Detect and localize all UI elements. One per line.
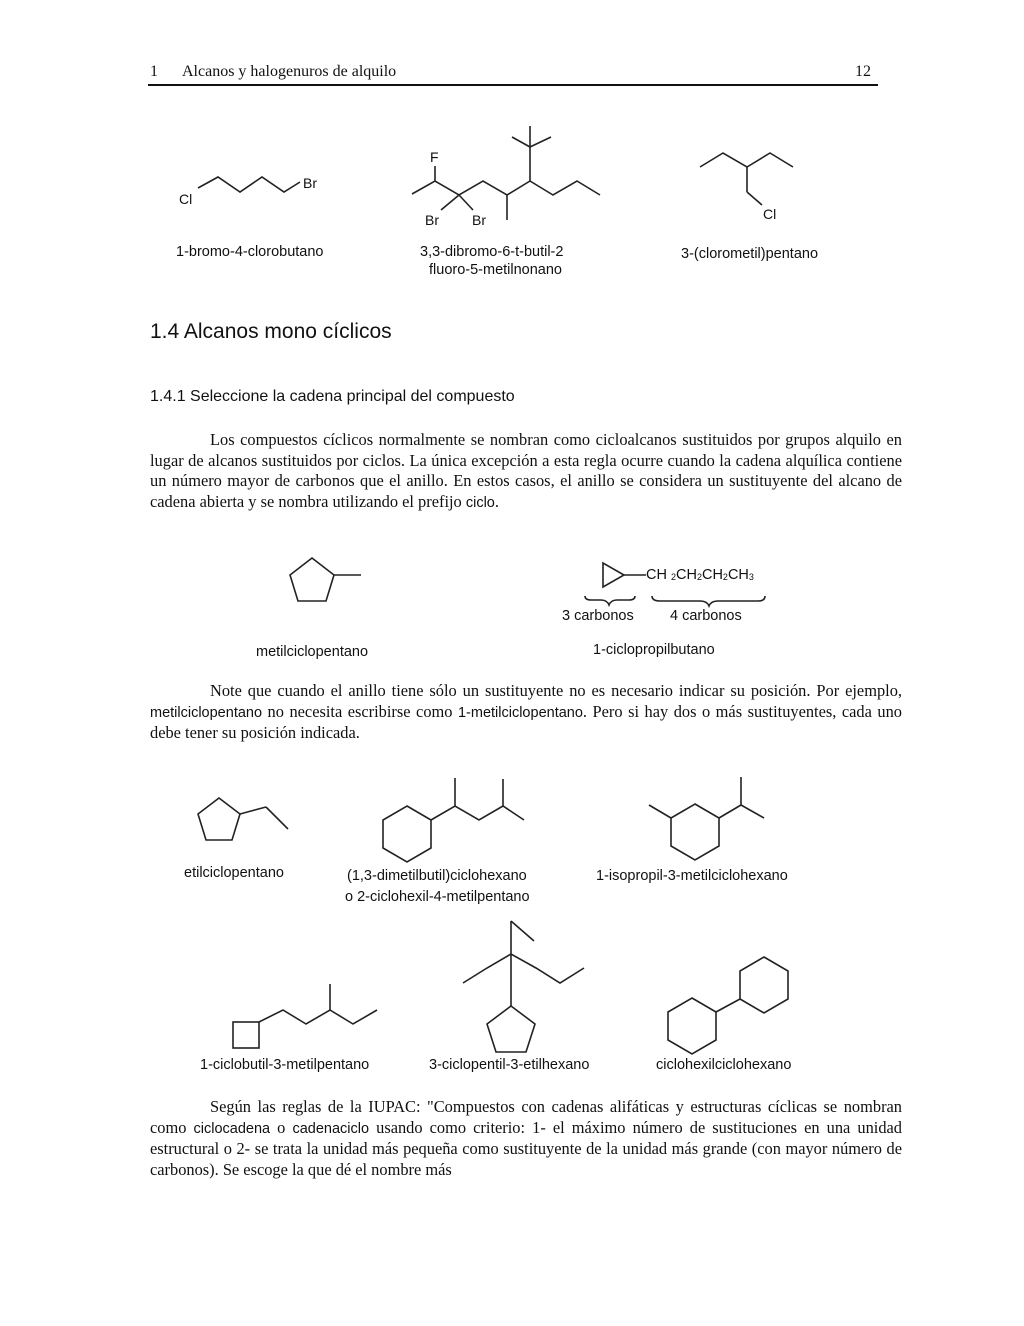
mol-bromoclorobutano xyxy=(198,177,300,192)
term-ciclo: ciclo xyxy=(465,494,495,511)
atom-cl: Cl xyxy=(179,191,193,207)
term-1-metilciclopentano: 1-metilciclopentano xyxy=(457,704,583,721)
mol-clorometilpentano xyxy=(700,153,793,205)
compound-name: 1-isopropil-3-metilciclohexano xyxy=(596,868,788,884)
brace-3-carbonos xyxy=(585,596,635,605)
mol-ciclopropilbutano xyxy=(603,563,646,587)
compound-name: 1-ciclopropilbutano xyxy=(593,642,715,658)
chapter-number: 1 xyxy=(150,63,158,80)
atom-br-2: Br xyxy=(472,212,486,228)
paragraph-2: Note que cuando el anillo tiene sólo un sustituyente no es necesario indicar su posición. Por ejemplo, metilciclopentano no necesita escribirse como 1-metilciclopentano. Pero si hay dos o más sustituyentes, cada uno debe tener su posición indicada. xyxy=(150,681,902,743)
mol-dimetilbutilciclohexano xyxy=(383,778,524,862)
mol-etilciclopentano xyxy=(198,798,288,840)
paragraph-3: Según las reglas de la IUPAC: "Compuestos con cadenas alifáticas y estructuras cíclicas se nombran como ciclocadena o cadenaciclo usando como criterio: 1- el máximo número de sustituciones en una unidad estructural o 2- se trata la unidad más pequeña como sustituyente de la unidad más grande (con mayor número de carbonos). Se escoge la que dé el nombre más xyxy=(150,1097,902,1179)
term-cadenaciclo: cadenaciclo xyxy=(292,1120,370,1137)
mol-metilciclopentano xyxy=(290,558,361,601)
compound-name: etilciclopentano xyxy=(184,865,284,881)
brace-4-carbonos xyxy=(652,596,765,606)
paragraph-1-text: Los compuestos cíclicos normalmente se nombran como cicloalcanos sustituidos por grupos alquilo en lugar de alcanos sustituidos por ciclos. La única excepción a esta regla ocurre cuando la cadena alquílica contiene un número mayor de carbonos que el anillo. En estos casos, el anillo se considera un sustituyente del alcano de cadena abierta y se nombra utilizando el prefijo xyxy=(150,430,902,511)
mol-isopropilmetilciclohexano xyxy=(649,777,764,860)
page-number: 12 xyxy=(855,63,871,80)
formula-chain: CH $_2CH_2CH_2CH_3$ xyxy=(646,567,754,583)
paragraph-1 xyxy=(150,430,902,513)
atom-br-1: Br xyxy=(425,212,439,228)
compound-name-line2: fluoro-5-metilnonano xyxy=(429,262,562,278)
mol-ciclopentiletilhexano xyxy=(463,921,584,1052)
term-ciclocadena: ciclocadena xyxy=(193,1120,271,1137)
mol-dibromo-tbutil-fluoro-metilnonano xyxy=(412,126,600,220)
compound-name: 1-bromo-4-clorobutano xyxy=(176,244,324,260)
subsection-title: 1.4.1 Seleccione la cadena principal del compuesto xyxy=(150,388,515,405)
atom-br: Br xyxy=(303,175,317,191)
section-title: 1.4 Alcanos mono cíclicos xyxy=(150,320,392,343)
compound-name: 3-(clorometil)pentano xyxy=(681,246,819,262)
compound-name-line1: (1,3-dimetilbutil)ciclohexano xyxy=(347,868,527,884)
brace-label-3-carbonos: 3 carbonos xyxy=(562,608,634,624)
compound-name: 3-ciclopentil-3-etilhexano xyxy=(429,1057,590,1073)
compound-name-line2: o 2-ciclohexil-4-metilpentano xyxy=(345,889,530,905)
mol-ciclohexilciclohexano xyxy=(668,957,788,1054)
brace-label-4-carbonos: 4 carbonos xyxy=(670,608,742,624)
atom-cl: Cl xyxy=(763,206,777,222)
mol-ciclobutilmetilpentano xyxy=(233,984,377,1048)
compound-name: metilciclopentano xyxy=(256,644,369,660)
atom-f: F xyxy=(430,149,439,165)
paragraph-1-end: . xyxy=(494,491,499,511)
compound-name-line1: 3,3-dibromo-6-t-butil-2 xyxy=(420,244,564,260)
compound-name: 1-ciclobutil-3-metilpentano xyxy=(200,1057,370,1073)
term-metilciclopentano: metilciclopentano xyxy=(150,704,263,721)
chapter-title: Alcanos y halogenuros de alquilo xyxy=(182,63,397,80)
compound-name: ciclohexilciclohexano xyxy=(656,1057,792,1073)
